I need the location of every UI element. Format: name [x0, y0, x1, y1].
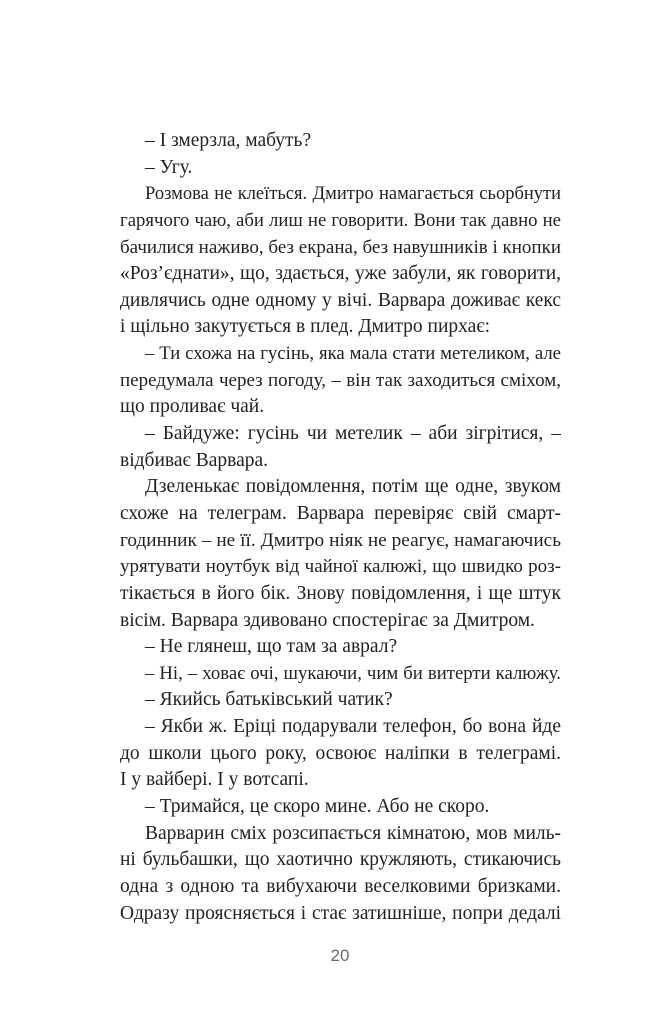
text-line: Одразу проясняється і стає затишніше, попри дедалі — [120, 902, 561, 924]
page-number: 20 — [330, 946, 350, 965]
text-line: І у вайбері. І у вотсапі. — [120, 769, 309, 791]
text-line: годинник – не її. Дмитро ніяк не реагує, намагаючись — [120, 529, 561, 551]
text-line: – І змерзла, мабуть? — [145, 130, 312, 151]
text-line: – Ти схожа на гусінь, яка мала стати метеликом, але — [145, 343, 561, 365]
text-line: – Тримайся, це скоро мине. Або не скоро. — [145, 796, 490, 818]
text-line: вісім. Варвара здивовано спостерігає за Дмитром. — [120, 609, 535, 631]
text-line: передумала через погоду, – він так заходиться сміхом, — [120, 369, 561, 391]
text-line: – Угу. — [145, 156, 193, 178]
text-line: урятувати ноутбук від чайної калюжі, що швидко роз- — [120, 556, 561, 578]
text-line: і щільно закутується в плед. Дмитро пирхає: — [120, 316, 491, 338]
text-line: Розмова не клеїться. Дмитро намагається сьорбнути — [145, 184, 561, 205]
text-line: – Якийсь батьківський чатик? — [145, 689, 393, 711]
text-line: – Байдуже: гусінь чи метелик – аби зігрітися, – — [145, 423, 561, 445]
text-line: Варварин сміх розсипається кімнатою, мов миль- — [145, 822, 561, 844]
text-line: до школи цього року, освоює наліпки в телеграмі. — [120, 742, 561, 764]
text-line: що проливає чай. — [120, 396, 265, 418]
text-line: – Не глянеш, що там за аврал? — [145, 636, 398, 658]
text-line: – Якби ж. Еріці подарували телефон, бо вона йде — [145, 716, 561, 738]
text-line: відбиває Варвара. — [120, 449, 269, 471]
text-line: тікається в його бік. Знову повідомлення, і ще штук — [120, 582, 561, 604]
text-line: бачилися наживо, без екрана, без навушників і кнопки — [120, 236, 561, 258]
text-line: ні бульбашки, що хаотично кружляють, стикаючись — [120, 849, 561, 871]
text-line: – Ні, – ховає очі, шукаючи, чим би витерти калюжу. — [145, 662, 561, 684]
body-text — [120, 128, 561, 927]
text-line: одна з одною та вибухаючи веселковими бризками. — [120, 875, 561, 897]
text-line: «Роз’єднати», що, здається, уже забули, як говорити, — [120, 263, 561, 285]
text-line: схоже на телеграм. Варвара перевіряє свій смарт- — [120, 502, 561, 524]
text-line: дивлячись одне одному у вічі. Варвара доживає кекс — [120, 289, 561, 311]
text-line: гарячого чаю, аби лиш не говорити. Вони так давно не — [120, 209, 561, 231]
text-line: Дзеленькає повідомлення, потім ще одне, звуком — [145, 476, 561, 498]
